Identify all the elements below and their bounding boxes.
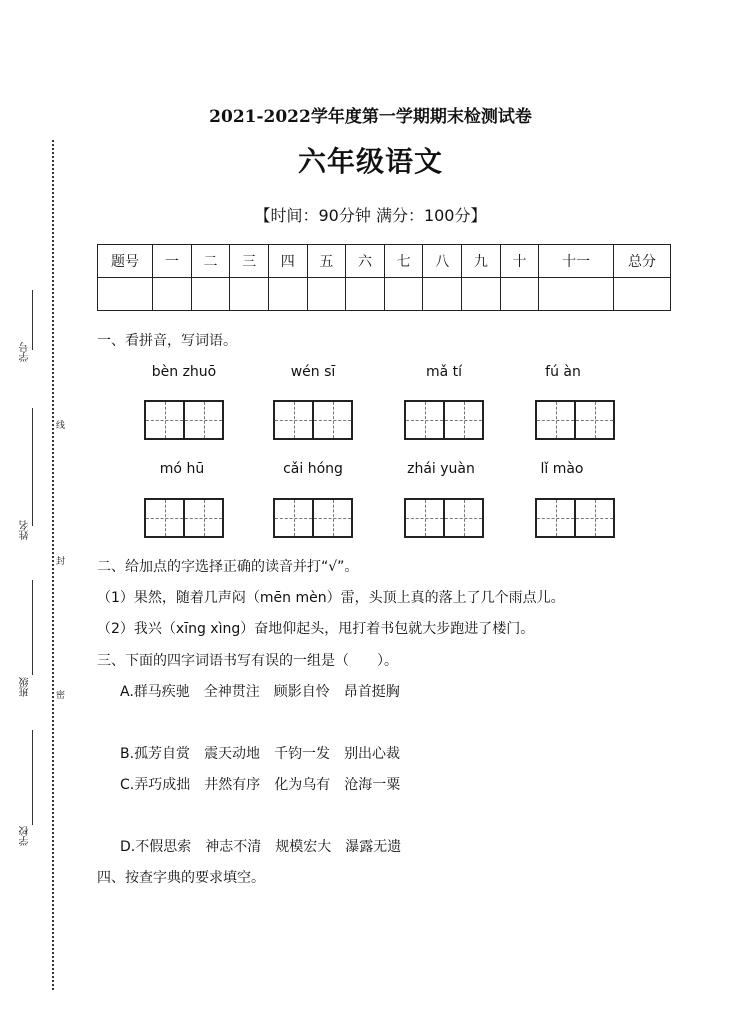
score-cell[interactable]	[268, 278, 307, 311]
option-word: 规模宏大	[275, 839, 332, 855]
writing-cell[interactable]	[275, 402, 312, 438]
binding-fill-line	[32, 408, 33, 526]
pinyin-label: zhái yuàn	[407, 461, 475, 477]
q4-heading: 四、按查字典的要求填空。	[97, 870, 265, 886]
score-cell[interactable]	[346, 278, 385, 311]
option-word: 井然有序	[204, 777, 261, 793]
option-word: 群马疾驰	[133, 684, 190, 700]
q2-line-2: （2）我兴（xīng xìng）奋地仰起头，甩打着书包就大步跑进了楼门。	[97, 621, 535, 637]
option-word: 别出心裁	[344, 746, 401, 762]
writing-cell[interactable]	[574, 500, 613, 536]
option-label: C.	[120, 777, 135, 793]
binding-fill-line	[32, 290, 33, 350]
option-label: B.	[120, 746, 135, 762]
pinyin-label: fú àn	[545, 364, 581, 380]
score-header-cell: 九	[462, 245, 501, 278]
score-cell[interactable]	[230, 278, 269, 311]
option-label: D.	[120, 839, 136, 855]
writing-cell[interactable]	[406, 500, 443, 536]
score-cell[interactable]	[539, 278, 614, 311]
score-header-cell: 十	[500, 245, 539, 278]
writing-cell[interactable]	[574, 402, 613, 438]
score-header-cell: 八	[423, 245, 462, 278]
score-header-cell: 六	[346, 245, 385, 278]
score-cell[interactable]	[153, 278, 192, 311]
q1-heading: 一、看拼音，写词语。	[97, 333, 237, 349]
writing-cell[interactable]	[312, 500, 351, 536]
binding-label-name: 姓名	[20, 520, 31, 540]
pinyin-label: bèn zhuō	[151, 364, 217, 380]
q3-option-d[interactable]	[120, 836, 415, 856]
score-cell[interactable]	[423, 278, 462, 311]
writing-grid[interactable]	[535, 498, 615, 538]
binding-dotted-line	[52, 140, 54, 990]
score-header-cell: 总分	[614, 245, 671, 278]
writing-cell[interactable]	[275, 500, 312, 536]
binding-fill-line	[32, 730, 33, 825]
score-cell[interactable]	[384, 278, 423, 311]
binding-label-class: 班级	[20, 677, 31, 697]
pinyin-label: wén sī	[290, 364, 336, 380]
exam-title: 六年级语文	[297, 145, 443, 178]
q3-option-a[interactable]	[120, 681, 414, 701]
writing-cell[interactable]	[406, 402, 443, 438]
q3-heading: 三、下面的四字词语书写有误的一组是（ ）。	[97, 653, 398, 669]
writing-grid[interactable]	[273, 498, 353, 538]
binding-mark-secret: 密	[54, 690, 64, 699]
pinyin-label: mǎ tí	[425, 364, 463, 380]
score-header-cell: 二	[191, 245, 230, 278]
score-header-cell: 五	[307, 245, 346, 278]
score-table-blank-row	[98, 278, 671, 311]
writing-grid[interactable]	[144, 498, 224, 538]
option-word: 沧海一粟	[344, 777, 401, 793]
option-word: 震天动地	[204, 746, 261, 762]
option-word: 全神贯注	[203, 684, 260, 700]
writing-grid[interactable]	[144, 400, 224, 440]
option-word: 千钧一发	[274, 746, 331, 762]
writing-cell[interactable]	[537, 402, 574, 438]
score-header-cell: 七	[384, 245, 423, 278]
binding-fill-line	[32, 580, 33, 675]
writing-cell[interactable]	[443, 402, 482, 438]
option-word: 孤芳自赏	[134, 746, 191, 762]
q2-heading: 二、给加点的字选择正确的读音并打“√”。	[97, 559, 359, 575]
binding-mark-line: 线	[54, 420, 64, 429]
option-word: 弄巧成拙	[134, 777, 191, 793]
score-cell[interactable]	[462, 278, 501, 311]
score-cell[interactable]	[614, 278, 671, 311]
option-word: 昂首挺胸	[343, 684, 400, 700]
score-cell[interactable]	[98, 278, 153, 311]
score-header-cell: 三	[230, 245, 269, 278]
score-header-cell: 一	[153, 245, 192, 278]
writing-cell[interactable]	[312, 402, 351, 438]
writing-cell[interactable]	[146, 402, 183, 438]
writing-grid[interactable]	[404, 498, 484, 538]
binding-label-student-id: 学号	[20, 342, 31, 362]
q3-option-b[interactable]	[120, 743, 414, 763]
binding-mark-seal: 封	[54, 556, 64, 565]
writing-cell[interactable]	[443, 500, 482, 536]
writing-cell[interactable]	[537, 500, 574, 536]
option-word: 化为乌有	[274, 777, 331, 793]
q3-option-c[interactable]	[120, 774, 414, 794]
exam-subtitle: 2021-2022学年度第一学期期末检测试卷	[209, 107, 532, 127]
option-label: A.	[120, 684, 134, 700]
writing-cell[interactable]	[146, 500, 183, 536]
score-cell[interactable]	[307, 278, 346, 311]
score-header-cell: 四	[268, 245, 307, 278]
pinyin-label: cǎi hóng	[283, 461, 343, 477]
option-word: 顾影自怜	[273, 684, 330, 700]
exam-time-info: 【时间：90分钟 满分：100分】	[254, 206, 487, 225]
option-word: 瀑露无遗	[345, 839, 402, 855]
score-table-header-row	[98, 245, 671, 278]
score-table	[97, 244, 671, 311]
score-cell[interactable]	[191, 278, 230, 311]
writing-grid[interactable]	[535, 400, 615, 440]
writing-cell[interactable]	[183, 402, 222, 438]
writing-grid[interactable]	[273, 400, 353, 440]
score-header-cell: 十一	[539, 245, 614, 278]
pinyin-label: mó hū	[159, 461, 205, 477]
writing-grid[interactable]	[404, 400, 484, 440]
option-word: 神志不清	[205, 839, 262, 855]
option-word: 不假思索	[135, 839, 192, 855]
binding-label-school: 学校	[20, 826, 31, 846]
writing-cell[interactable]	[183, 500, 222, 536]
score-cell[interactable]	[500, 278, 539, 311]
score-header-cell: 题号	[98, 245, 153, 278]
pinyin-label: lǐ mào	[540, 461, 584, 477]
q2-line-1: （1）果然，随着几声闷（mēn mèn）雷，头顶上真的落上了几个雨点儿。	[97, 590, 565, 606]
